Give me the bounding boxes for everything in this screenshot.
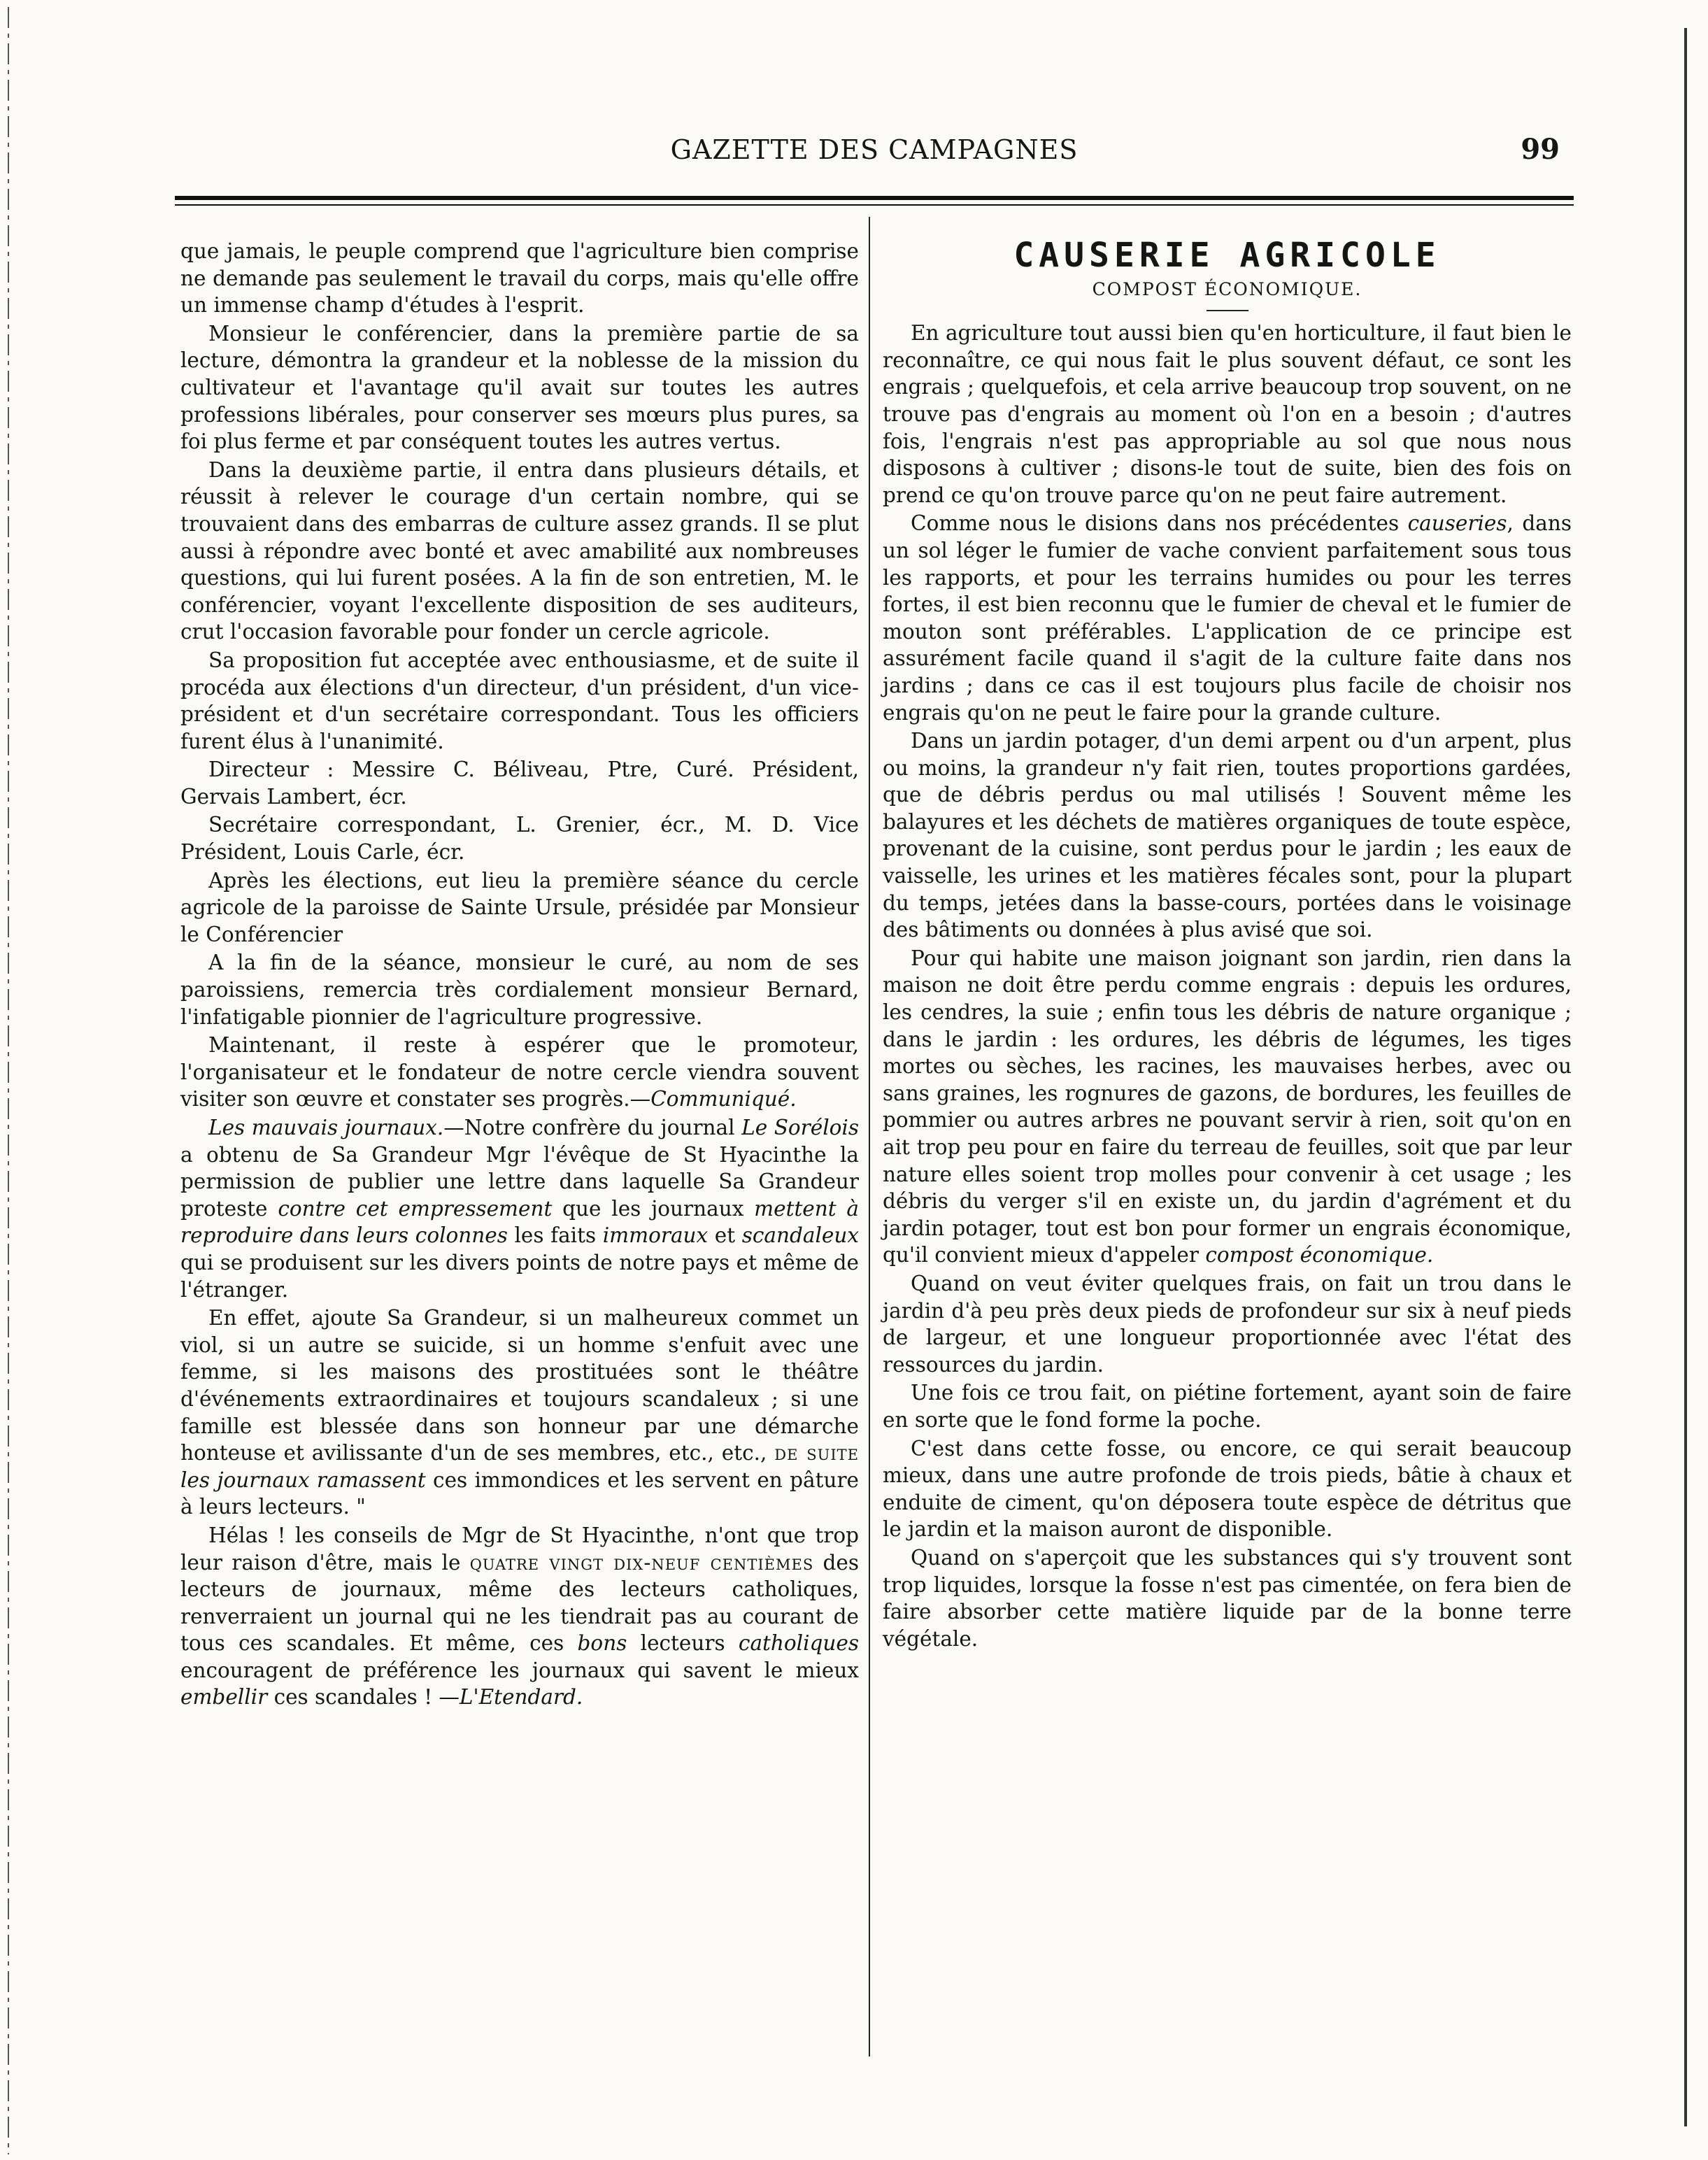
article-title: CAUSERIE AGRICOLE (1013, 236, 1441, 275)
text-run: ces scandales ! — (267, 1685, 460, 1710)
paragraph: Dans la deuxième partie, il entra dans plusieurs détails, et réussit à relever le courage d'un certain nombre, qui se trouvaient dans des embarras de culture assez grands. Il se plut aussi à répondre avec bonté et avec amabilité aux nombreuses questions, qui lui furent posées. A la fin de son entretien, M. le conférencier, voyant l'excellente disposition de ses auditeurs, crut l'occasion favorable pour fonder un cercle agricole. (180, 457, 859, 644)
emphasis: scandaleux (741, 1223, 859, 1248)
left-column (180, 238, 859, 1712)
text-run: lecteurs (627, 1631, 739, 1656)
paragraph (180, 1114, 859, 1303)
text-run: que les journaux (552, 1196, 755, 1221)
paragraph: En agriculture tout aussi bien qu'en horticulture, il faut bien le reconnaître, ce qui nous fait le plus souvent défaut, ce sont les engrais ; quelquefois, et cela arrive beaucoup trop souvent, on ne trouve pas d'engrais au moment où l'on en a besoin ; d'autres fois, l'engrais n'est pas appropriable au sol que nous nous disposons à cultiver ; disons-le tout de suite, bien des fois on prend ce qu'on trouve parce qu'on ne peut faire autrement. (883, 321, 1572, 507)
text-run: Hélas ! les conseils de Mgr de St Hyacinthe, n'ont que trop leur raison d'être, mais le (180, 1523, 859, 1575)
right-edge-rule (1684, 28, 1687, 2126)
text-run: Comme nous le disions dans nos précédentes (911, 511, 1408, 536)
text-run: ces immondices et les servent en pâture à leurs lecteurs. " (180, 1468, 859, 1519)
paragraph: Sa proposition fut acceptée avec enthousiasme, et de suite il procéda aux élections d'un directeur, d'un président, d'un vice-président et d'un secrétaire correspondant. Tous les officiers furent élus à l'unanimité. (180, 648, 859, 753)
text-run: encouragent de préférence les journaux qui savent le mieux (180, 1658, 859, 1682)
small-caps: de suite (774, 1441, 859, 1465)
paragraph: Quand on veut éviter quelques frais, on fait un trou dans le jardin d'à peu près deux pieds de profondeur sur six à neuf pieds de largeur, et une longueur proportionnée avec l'état des ressources du jardin. (883, 1271, 1572, 1377)
paragraph (883, 945, 1572, 1269)
small-caps: quatre vingt dix-neuf centièmes (469, 1550, 814, 1575)
signature: Communiqué. (650, 1087, 797, 1111)
right-column (883, 236, 1572, 1654)
paragraph: que jamais, le peuple comprend que l'agriculture bien comprise ne demande pas seulement le travail du corps, mais qu'elle offre un immense champ d'études à l'esprit. (180, 239, 859, 318)
emphasis: les journaux ramassent (180, 1468, 426, 1492)
paragraph (180, 1522, 859, 1711)
emphasis: bons (577, 1631, 627, 1656)
emphasis: catholiques (738, 1631, 859, 1656)
emphasis: mettent à reproduire dans leurs colonnes (180, 1196, 859, 1248)
emphasis: causeries (1407, 511, 1507, 536)
paragraph: Après les élections, eut lieu la première séance du cercle agricole de la paroisse de Sainte Ursule, présidée par Monsieur le Conférencier (180, 868, 859, 946)
text-run: , dans un sol léger le fumier de vache convient parfaitement sous tous les rapports, et pour les terrains humides ou pour les terres fortes, il est bien reconnu que le fumier de cheval et le fumier de mouton sont préférables. L'application de ce principe est assurément facile quand il s'agit de la culture faite dans nos jardins ; dans ce cas il est toujours plus facile de choisir nos engrais qu'on ne peut le faire pour la grande culture. (883, 511, 1572, 725)
paragraph: Quand on s'aperçoit que les substances qui s'y trouvent sont trop liquides, lorsque la fosse n'est pas cimentée, on fera bien de faire absorber cette matière liquide par de la bonne terre végétale. (883, 1545, 1572, 1651)
page-header (175, 134, 1574, 176)
emphasis: compost économique. (1205, 1243, 1434, 1267)
emphasis: contre cet empressement (278, 1196, 553, 1221)
paragraph: Dans un jardin potager, d'un demi arpent ou d'un arpent, plus ou moins, la grandeur n'y fait rien, toutes proportions gardées, que de débris perdus ou mal utilisés ! Souvent même les balayures et les déchets de matières organiques de toute espèce, provenant de la cuisine, sont perdus pour le jardin ; les eaux de vaisselle, les urines et les matières fécales sont, pour la plupart du temps, jetées dans la basse-cours, portées dans le voisinage des bâtiments ou données à plus avisé que soi. (883, 729, 1572, 942)
paragraph: Directeur : Messire C. Béliveau, Ptre, Curé. Président, Gervais Lambert, écr. (180, 758, 859, 809)
text-run: a obtenu de Sa Grandeur Mgr l'évêque de St Hyacinthe la permission de publier une lettre dans laquelle Sa Grandeur proteste (180, 1142, 859, 1221)
paragraph (883, 510, 1572, 726)
paragraph (180, 1032, 859, 1113)
header-rule-thick (175, 196, 1574, 200)
paragraph: C'est dans cette fosse, ou encore, ce qui serait beaucoup mieux, dans une autre profonde de trois pieds, bâtie à chaux et enduite de ciment, qu'on déposera toute espèce de détritus que le jardin et la maison auront de disponible. (883, 1436, 1572, 1542)
emphasis: immoraux (602, 1223, 709, 1248)
paragraph: Secrétaire correspondant, L. Grenier, écr., M. D. Vice Président, Louis Carle, écr. (180, 813, 859, 865)
page-number: 99 (1521, 133, 1560, 166)
text-run: les faits (507, 1223, 603, 1248)
text-run: et (708, 1223, 742, 1248)
title-dash (1207, 310, 1248, 311)
text-run: Maintenant, il reste à espérer que le promoteur, l'organisateur et le fondateur de notre cercle viendra souvent visiter son œuvre et constater ses progrès.— (180, 1033, 859, 1111)
section-lead: Les mauvais journaux. (208, 1116, 444, 1139)
newspaper-name: Le Sorélois (741, 1116, 859, 1139)
source-name: L'Etendard. (459, 1685, 583, 1710)
text-run: —Notre confrère du journal (443, 1116, 742, 1139)
paragraph: Une fois ce trou fait, on piétine fortement, ayant soin de faire en sorte que le fond forme la poche. (883, 1381, 1572, 1432)
paragraph: Monsieur le conférencier, dans la première partie de sa lecture, démontra la grandeur et la noblesse de la mission du cultivateur et l'avantage qu'il avait sur toutes les autres professions libérales, pour conserver ses mœurs plus pures, sa foi plus ferme et par conséquent toutes les autres vertus. (180, 321, 859, 454)
emphasis: embellir (180, 1685, 268, 1710)
column-divider (869, 217, 870, 2056)
text-run: des lecteurs de journaux, même des lecteurs catholiques, renverraient un journal qui ne les tiendrait pas au courant de tous ces scandales. Et même, ces (180, 1550, 859, 1656)
text-run: Pour qui habite une maison joignant son jardin, rien dans la maison ne doit être perdu comme engrais : depuis les ordures, les cendres, la suie ; enfin tous les débris de nature organique ; dans le jardin : les ordures, les débris de légumes, les tiges mortes ou sèches, les racines, les mauvaises herbes, avec ou sans graines, les rognures de gazons, de bordures, les feuilles de pommier ou autres arbres ne pouvant servir à rien, soit qu'on en ait trop peu pour en faire du terreau de feuilles, soit que par leur nature elles soient trop molles pour convenir à cet usage ; les débris du verger s'il en existe un, du jardin d'agrément et du jardin potager, tout est bon pour former un engrais économique, qu'il convient mieux d'appeler (883, 946, 1572, 1267)
text-run: En effet, ajoute Sa Grandeur, si un malheureux commet un viol, si un autre se suicide, si un homme s'enfuit avec une femme, si les maisons des prostituées sont le théâtre d'événements extraordinaires et toujours scandaleux ; si une famille est blessée dans son honneur par une démarche honteuse et avilissante d'un de ses membres, etc., etc., (180, 1306, 859, 1465)
running-title: GAZETTE DES CAMPAGNES (670, 134, 1079, 165)
article-subtitle: COMPOST ÉCONOMIQUE. (1092, 278, 1362, 299)
paragraph (180, 1305, 859, 1521)
paragraph: A la fin de la séance, monsieur le curé, au nom de ses paroissiens, remercia très cordialement monsieur Bernard, l'infatigable pionnier de l'agriculture progressive. (180, 951, 859, 1029)
left-edge-binding (0, 0, 41, 2160)
header-rule-thin (175, 204, 1574, 206)
text-run: qui se produisent sur les divers points de notre pays et même de l'étranger. (180, 1250, 859, 1302)
